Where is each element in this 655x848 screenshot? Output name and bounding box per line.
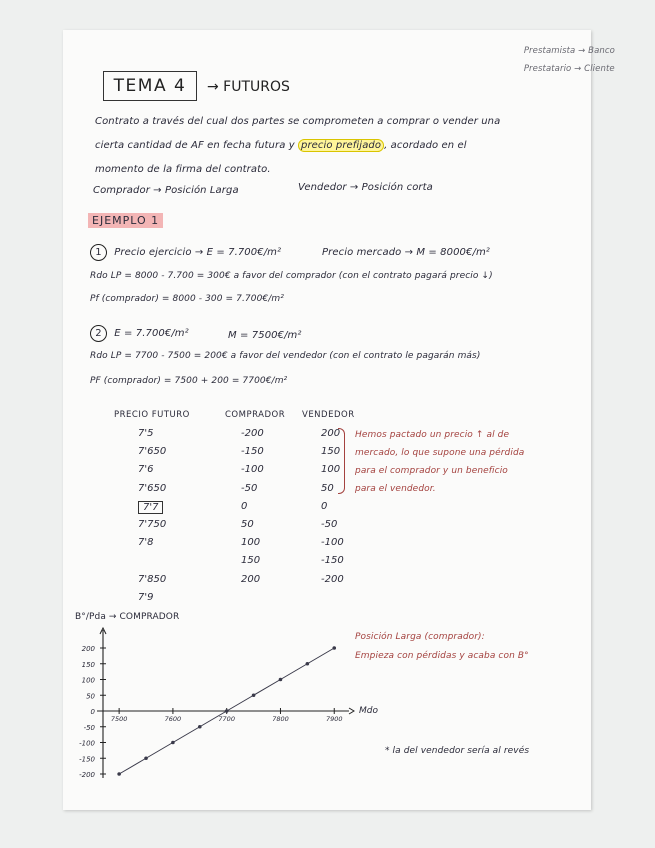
x-tick-label: 7800 [272,715,289,723]
x-axis-arrow [349,708,354,714]
table-header-seller: VENDEDOR [302,410,355,420]
x-tick-label: 7900 [325,715,343,723]
table-cell: -150 [241,446,264,458]
case-1-number: 1 [90,244,107,261]
table-note-line-2: mercado, lo que supone una pérdida [355,448,525,458]
table-cell: -150 [321,555,344,567]
chart-title: B°/Pda → COMPRADOR [75,612,180,622]
table-note-line-1: Hemos pactado un precio ↑ al de [355,430,510,440]
table-cell: 7'850 [138,573,167,585]
table-cell: 150 [241,555,261,567]
seller-position: Vendedor → Posición corta [298,182,433,193]
table-note-line-3: para el comprador y un beneficio [355,466,508,476]
table-cell: -200 [241,428,264,439]
data-point [171,741,175,745]
corner-note-1: Prestamista → Banco [523,46,615,56]
table-header-price: PRECIO FUTURO [114,410,190,420]
table-cell: 100 [321,464,341,476]
table-cell: -200 [321,573,344,585]
x-tick-label: 7600 [164,715,182,723]
table-cell: 7'750 [138,519,167,530]
y-tick-label: 150 [81,660,95,669]
data-point [144,756,148,760]
y-tick-label: -100 [79,739,95,748]
data-point [117,772,121,776]
definition-line-2-post: , acordado en el [384,140,467,151]
case-2-market: M = 7500€/m² [228,330,302,341]
definition-line-3: momento de la firma del contrato. [95,164,271,175]
table-cell: 7'6 [138,464,154,476]
highlighted-term: precio prefijado [298,139,384,152]
table-cell: 200 [321,428,341,439]
case-1-market: Precio mercado → M = 8000€/m² [322,247,490,258]
y-tick-label: 200 [81,645,95,653]
chart-annotation-2: Empieza con pérdidas y acaba con B° [355,651,529,661]
table-cell: 7'8 [138,537,154,549]
topic-title: TEMA 4 [103,71,197,101]
y-tick-label: -150 [79,755,95,764]
y-tick-label: 50 [86,692,95,701]
table-note-line-4: para el vendedor. [355,484,436,494]
case-2-line-3: PF (comprador) = 7500 + 200 = 7700€/m² [90,376,288,386]
table-cell: 7'650 [138,482,167,494]
table-cell: 7'650 [138,446,167,458]
chart-annotation-1: Posición Larga (comprador): [355,632,485,642]
chart-footnote: * la del vendedor sería al revés [385,746,530,756]
table-cell: 0 [321,500,328,512]
table-cell: 200 [241,573,261,585]
table-cell: -50 [241,482,258,494]
table-header-buyer: COMPRADOR [225,410,286,420]
data-point [279,678,283,682]
buyer-position: Comprador → Posición Larga [93,185,239,196]
case-2-strike: E = 7.700€/m² [114,328,189,339]
data-point [252,693,256,697]
table-cell: 7'5 [138,428,154,439]
table-cell: -100 [321,537,344,549]
table-cell: -50 [321,519,338,530]
case-1-line-2: Rdo LP = 8000 - 7.700 = 300€ a favor del comprador (con el contrato pagará precio ↓) [90,271,493,281]
table-cell: 7'7 [138,501,163,514]
x-axis-label: Mdo [359,706,378,716]
topic-subtitle: → FUTUROS [207,79,290,95]
example-label: EJEMPLO 1 [88,213,163,228]
case-2-number: 2 [90,325,107,342]
definition-line-2-pre: cierta cantidad de AF en fecha futura y [95,140,295,151]
table-cell: 50 [321,482,334,494]
definition-line-1: Contrato a través del cual dos partes se comprometen a comprar o vender una [95,116,501,127]
y-tick-label: -50 [83,723,95,732]
x-tick-label: 7700 [218,715,235,723]
y-tick-label: -200 [79,771,95,779]
y-tick-label: 100 [81,676,95,685]
table-cell: -100 [241,464,264,476]
data-point [306,662,310,666]
y-tick-label: 0 [90,708,95,716]
table-cell: 0 [241,500,248,512]
data-point [198,725,202,729]
table-cell: 100 [241,537,261,549]
table-cell: 150 [321,446,341,458]
x-tick-label: 7500 [110,715,128,723]
case-1-line-3: Pf (comprador) = 8000 - 300 = 7.700€/m² [90,294,284,304]
corner-note-2: Prestatario → Cliente [523,64,615,74]
table-cell: 50 [241,519,254,530]
table-cell: 7'9 [138,591,154,603]
data-point [332,646,336,650]
case-1-strike: Precio ejercicio → E = 7.700€/m² [114,247,282,258]
case-2-line-2: Rdo LP = 7700 - 7500 = 200€ a favor del vendedor (con el contrato le pagarán más) [90,351,481,361]
data-point [225,709,229,713]
